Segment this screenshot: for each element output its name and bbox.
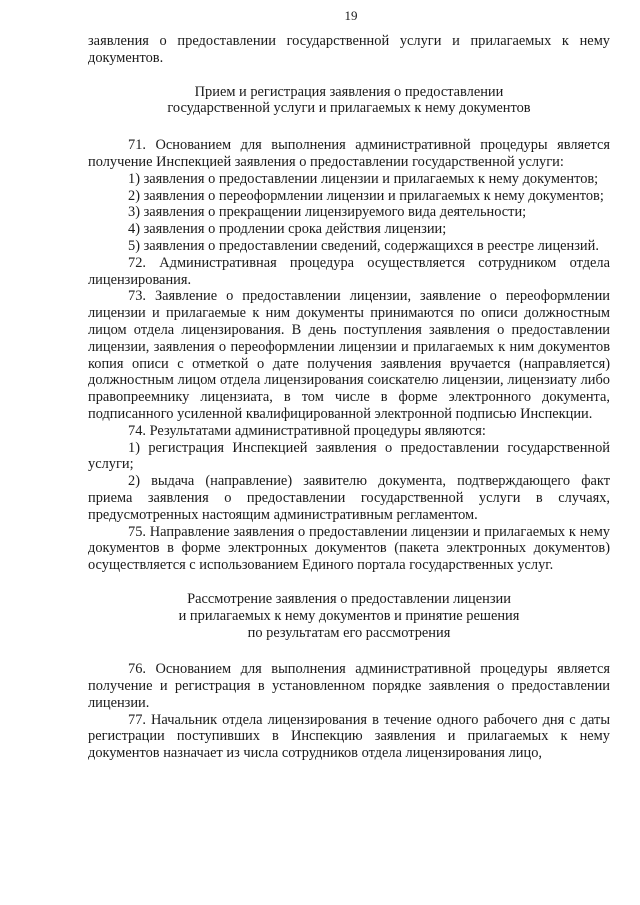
section-heading-2-line-1: Рассмотрение заявления о предоставлении лицензии: [187, 590, 511, 607]
section-heading-2-line-3: по результатам его рассмотрения: [247, 624, 451, 641]
list-item-71-4: 4) заявления о продлении срока действия лицензии;: [128, 221, 447, 238]
list-item-71-5: 5) заявления о предоставлении сведений, содержащихся в реестре лицензий.: [128, 237, 599, 254]
paragraph-76: 76. Основанием для выполнения административной процедуры является получение и регистрация в установленном порядке заявления о предоставлении лицензии.: [88, 661, 610, 711]
section-heading-1-line-2: государственной услуги и прилагаемых к нему документов: [167, 100, 531, 117]
page-number: 19: [344, 8, 358, 23]
document-page: [88, 0, 610, 905]
continuation-paragraph: заявления о предоставлении государственной услуги и прилагаемых к нему документов.: [88, 33, 610, 66]
document-body: [88, 33, 610, 762]
paragraph-77: 77. Начальник отдела лицензирования в течение одного рабочего дня с даты регистрации поступивших в Инспекцию заявления и прилагаемых к нему документов назначает из числа сотрудников отдела лицензирования лицо,: [88, 711, 610, 762]
paragraph-71: 71. Основанием для выполнения административной процедуры является получение Инспекцией заявления о предоставлении государственной услуги:: [88, 137, 610, 170]
paragraph-73: 73. Заявление о предоставлении лицензии, заявление о переоформлении лицензии и прилагаемые к ним документы принимаются по описи должностным лицом отдела лицензирования. В день поступления заявления о предоставлении лицензии, заявления о переоформлении лицензии и прилагаемых к ним документов копия описи с отметкой о дате получения заявления вручается (направляется) должностным лицом отдела лицензирования соискателю лицензии, лицензиату либо правопреемнику лицензиата, в том числе в форме электронного документа, подписанного усиленной квалифицированной электронной подписью Инспекции.: [88, 288, 610, 422]
section-heading-2-line-2: и прилагаемых к нему документов и принятие решения: [178, 607, 520, 624]
paragraph-74: 74. Результатами административной процедуры являются:: [128, 422, 486, 439]
list-item-74-1: 1) регистрация Инспекцией заявления о предоставлении государственной услуги;: [88, 439, 610, 473]
paragraph-75: 75. Направление заявления о предоставлении лицензии и прилагаемых к нему документов в форме электронных документов (пакета электронных документов) осуществляется с использованием Единого портала государственных услуг.: [88, 523, 610, 574]
section-heading-1-line-1: Прием и регистрация заявления о предоставлении: [194, 83, 504, 100]
list-item-71-1: 1) заявления о предоставлении лицензии и прилагаемых к нему документов;: [128, 170, 599, 187]
list-item-71-3: 3) заявления о прекращении лицензируемого вида деятельности;: [128, 204, 527, 221]
list-item-74-2: 2) выдача (направление) заявителю документа, подтверждающего факт приема заявления о предоставлении государственной услуги в случаях, предусмотренных настоящим административным регламентом.: [88, 473, 610, 523]
list-item-71-2: 2) заявления о переоформлении лицензии и прилагаемых к нему документов;: [128, 187, 604, 204]
paragraph-72: 72. Административная процедура осуществляется сотрудником отдела лицензирования.: [88, 254, 610, 288]
